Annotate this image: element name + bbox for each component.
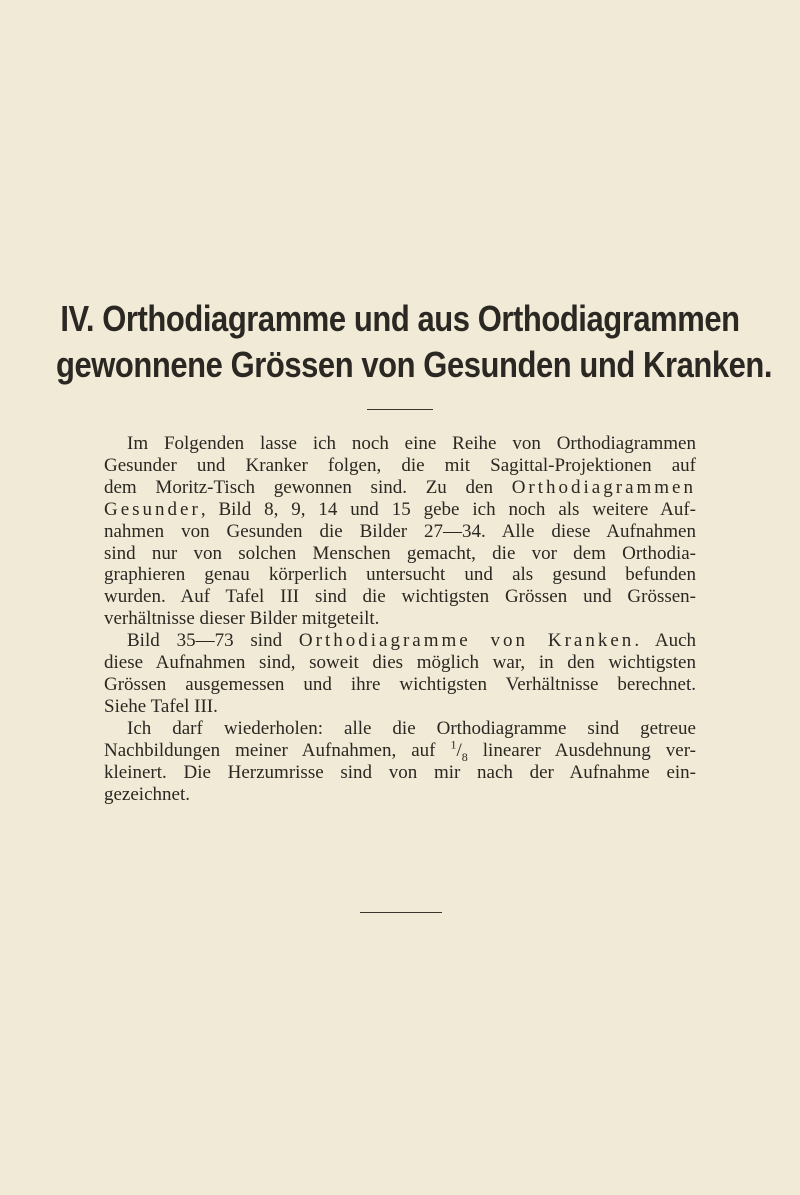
section-end-divider <box>360 912 442 913</box>
paragraph-1 <box>104 433 696 630</box>
text-line: Im Folgenden lasse ich noch eine Reihe von Orthodiagrammen <box>127 433 696 454</box>
text-line: wurden. Auf Tafel III sind die wichtigsten Grössen und Grössen- <box>104 586 696 608</box>
text-line: graphieren genau körperlich untersucht und als gesund befunden <box>104 564 696 586</box>
paragraph-2 <box>104 630 696 718</box>
title-divider <box>367 409 433 410</box>
text-run: . Auch <box>634 630 697 652</box>
chapter-title-line-2: gewonnene Grössen von Gesunden und Kranken. <box>56 344 773 385</box>
text-line: kleinert. Die Herzumrisse sind von mir nach der Aufnahme ein- <box>104 761 696 783</box>
fraction-numerator: 1 <box>450 737 457 752</box>
text-line <box>104 499 696 521</box>
text-line <box>104 737 697 764</box>
chapter-title-line-1: IV. Orthodiagramme und aus Orthodiagrammen <box>60 298 740 339</box>
emphasis-spaced: Orthodiagrammen <box>511 476 696 498</box>
text-line: diese Aufnahmen sind, soweit dies möglich war, in den wichtigsten <box>104 652 696 674</box>
fraction: $^1/_8$ <box>450 737 468 764</box>
text-run: linearer Ausdehnung ver- <box>467 739 697 761</box>
emphasis-spaced: Gesunder <box>104 498 201 520</box>
text-line: nahmen von Gesunden die Bilder 27—34. Alle diese Aufnahmen <box>104 520 696 542</box>
text-run: Nachbildungen meiner Aufnahmen, auf <box>104 739 451 761</box>
text-line: sind nur von solchen Menschen gemacht, die vor dem Orthodia- <box>104 542 696 564</box>
text-line <box>104 477 696 499</box>
body-text <box>104 433 696 805</box>
text-line: gezeichnet. <box>104 783 190 805</box>
paragraph-3 <box>104 718 696 806</box>
emphasis-spaced: Orthodiagramme von Kranken <box>298 630 635 652</box>
text-line: Grössen ausgemessen und ihre wichtigsten Verhältnisse berechnet. <box>104 673 696 695</box>
text-run: , Bild 8, 9, 14 und 15 gebe ich noch als weitere Auf- <box>200 498 696 520</box>
fraction-denominator: 8 <box>461 749 468 764</box>
text-run: dem Moritz-Tisch gewonnen sind. Zu den <box>104 476 512 498</box>
text-run: Bild 35—73 sind <box>127 630 299 652</box>
text-line: Gesunder und Kranker folgen, die mit Sagittal-Projektionen auf <box>104 454 696 476</box>
text-line <box>104 630 696 652</box>
text-line: Ich darf wiederholen: alle die Orthodiagramme sind getreue <box>127 717 696 739</box>
text-line: verhältnisse dieser Bilder mitgeteilt. <box>104 608 380 630</box>
text-line: Siehe Tafel III. <box>104 695 218 717</box>
